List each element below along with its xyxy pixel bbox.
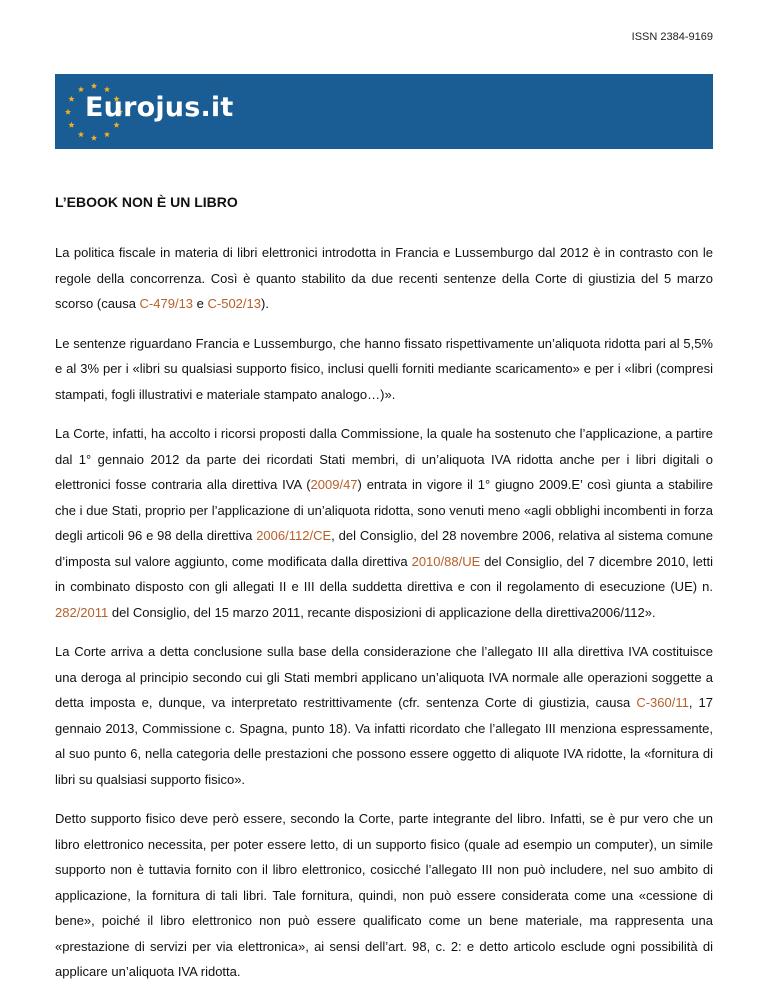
eu-star-icon [68, 122, 74, 128]
eu-star-icon [68, 96, 74, 102]
link-2006-112-ce[interactable]: 2006/112/CE [256, 528, 332, 543]
header-banner [55, 74, 713, 149]
eu-star-icon [78, 86, 84, 92]
eu-star-icon [65, 109, 71, 115]
p3-text-c: , del Consiglio, del 28 novembre 2006, relativa al sistema comune d’imposta sul valore aggiunto, come modificata dalla direttiva [55, 528, 714, 569]
paragraph-5: Detto supporto fisico deve però essere, secondo la Corte, parte integrante del libro. Infatti, se è pur vero che un libro elettronico necessita, per poter essere letto, di un supporto fisico (quale ad esempio un computer), un simile supporto non è tuttavia fornito con il libro elettronico, cosicché l’allegato III non può includere, nel suo ambito di applicazione, la fornitura di tali libri. Tale fornitura, quindi, non può essere considerata come una «cessione di bene», poiché il libro elettronico non può essere qualificato come un bene materiale, ma rappresenta una «prestazione di servizi per via elettronica», ai sensi dell’art. 98, c. 2: e detto articolo esclude ogni possibilità di applicare un’aliquota IVA ridotta. [55, 811, 713, 979]
eu-star-icon [78, 131, 84, 137]
paragraph-1 [55, 240, 713, 317]
p1-text-a: La politica fiscale in materia di libri elettronici introdotta in Francia e Lussemburgo dal 2012 è in contrasto con le regole della concorrenza. Così è quanto stabilito da due recenti sentenze della Corte di giustizia del 5 marzo scorso (causa [55, 245, 713, 311]
p4-text-a: La Corte arriva a detta conclusione sulla base della considerazione che l’allegato III alla direttiva IVA costituisce una deroga al principio secondo cui gli Stati membri applicano un’aliquota IVA normale alle operazioni soggette a detta imposta e, dunque, va interpretato restrittivamente (cfr. sentenza Corte di giustizia, causa [55, 644, 713, 710]
link-2010-88-ue[interactable]: 2010/88/UE [411, 553, 481, 569]
p4-text-b: , 17 gennaio 2013, Commissione c. Spagna, punto 18). Va infatti ricordato che l’allegato III menziona espressamente, al suo punto 6, nella categoria delle prestazioni che possono essere oggetto di aliquote IVA ridotte, la «fornitura di libri su qualsiasi supporto fisico». [55, 695, 713, 787]
link-2009-47[interactable]: 2009/47 [310, 477, 358, 492]
site-logo[interactable]: Eurojus.it [85, 92, 234, 123]
eu-star-icon [91, 83, 97, 89]
p1-text-b: e [193, 296, 208, 311]
eu-star-icon [104, 131, 110, 137]
paragraph-4 [55, 639, 713, 792]
p1-text-c: ). [260, 296, 269, 311]
link-282-2011[interactable]: 282/2011 [55, 604, 109, 620]
paragraph-2: Le sentenze riguardano Francia e Lussemburgo, che hanno fissato rispettivamente un’aliquota ridotta pari al 5,5% e al 3% per i «libri su qualsiasi supporto fisico, inclusi quelli forniti mediante scaricamento» e per i «libri (compresi stampati, fogli illustrativi e materiale stampato analogo…)». [55, 335, 713, 402]
p3-text-b: ) entrata in vigore il 1° giugno 2009.E’ così giunta a stabilire che i due Stati, proprio per l’applicazione di un’aliquota ridotta, sono venuti meno «agli obblighi incombenti in forza degli articoli 96 e 98 della direttiva [55, 477, 713, 543]
p3-text-a: La Corte, infatti, ha accolto i ricorsi proposti dalla Commissione, la quale ha sostenuto che l’applicazione, a partire dal 1° gennaio 2012 da parte dei ricordati Stati membri, di un’aliquota IVA ridotta anche per i libri digitali o elettronici fosse contraria alla direttiva IVA ( [55, 426, 713, 492]
paragraph-3 [55, 421, 713, 625]
issn-label: ISSN 2384-9169 [631, 31, 713, 43]
p3-text-d: del Consiglio, del 7 dicembre 2010, letti in combinato disposto con gli allegati II e III della suddetta direttiva e con il regolamento di esecuzione (UE) n. [55, 553, 713, 594]
link-c-479-13[interactable]: C-479/13 [139, 296, 194, 311]
p3-text-e: del Consiglio, del 15 marzo 2011, recante disposizioni di applicazione della direttiva2006/112». [108, 604, 656, 620]
link-c-360-11[interactable]: C-360/11 [636, 695, 689, 710]
eu-star-icon [91, 135, 97, 141]
link-c-502-13[interactable]: C-502/13 [207, 296, 261, 311]
article-title: L’EBOOK NON È UN LIBRO [55, 194, 238, 210]
article-body [55, 240, 713, 999]
